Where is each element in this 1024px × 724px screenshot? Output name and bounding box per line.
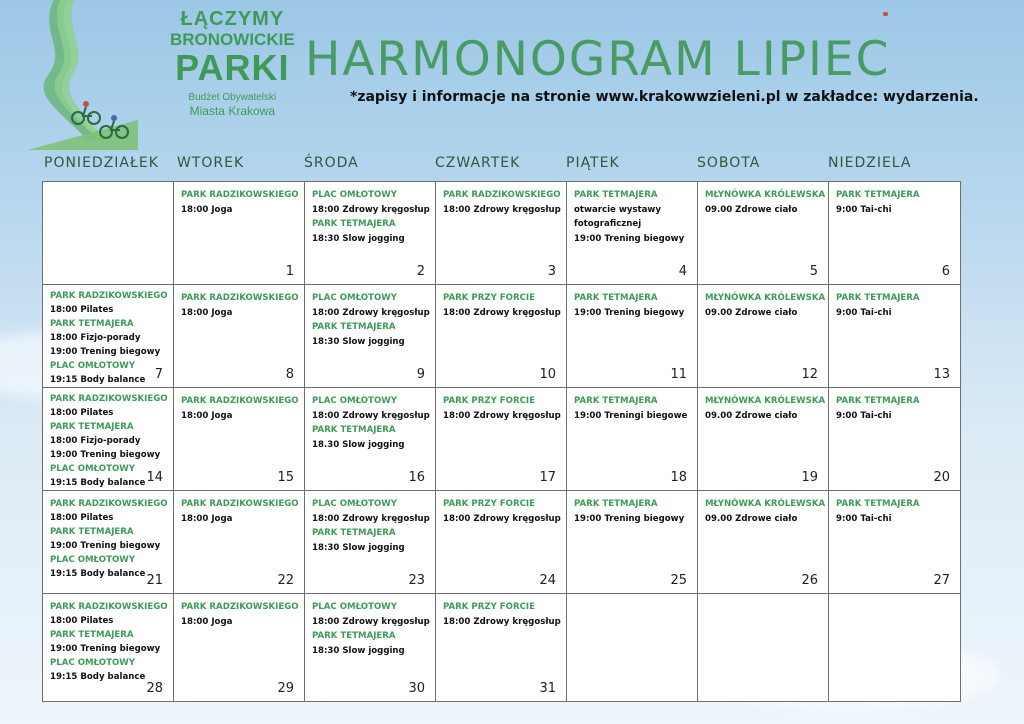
calendar-day-cell (829, 182, 961, 285)
event-item: 18:30 Slow jogging (312, 233, 405, 244)
page-title: HARMONOGRAM LIPIEC (305, 32, 891, 87)
event-item: 18:00 Fizjo-porady (50, 436, 141, 446)
weekday-header (42, 155, 960, 175)
event-item: 9:00 Tai-chi (836, 410, 892, 421)
park-location: PLAC OMŁOTOWY (50, 361, 135, 371)
day-number: 13 (933, 367, 950, 382)
event-item: 19:00 Trening biegowy (50, 541, 161, 551)
ribbon-cyclists-logo-icon (28, 0, 138, 150)
calendar-day-cell (436, 594, 567, 702)
event-item: 18:00 Zdrowy kręgosłup (443, 616, 561, 627)
park-location: PLAC OMŁOTOWY (50, 464, 135, 474)
park-location: PARK TETMAJERA (312, 528, 396, 538)
day-number: 11 (670, 367, 687, 382)
day-number: 25 (670, 573, 687, 588)
event-item: 18:00 Joga (181, 204, 233, 215)
event-item: 18:00 Joga (181, 616, 233, 627)
park-location: PARK TETMAJERA (574, 293, 658, 303)
park-location: MŁYNÓWKA KRÓLEWSKA (705, 499, 826, 509)
day-number: 2 (416, 264, 425, 279)
park-location: PARK TETMAJERA (836, 190, 920, 200)
event-item: 18:00 Zdrowy kręgosłup (443, 204, 561, 215)
calendar-body (43, 182, 961, 702)
park-location: PARK PRZY FORCIE (443, 499, 535, 509)
calendar-day-cell (174, 491, 305, 594)
day-wednesday: ŚRODA (304, 155, 359, 171)
calendar-day-cell (43, 285, 174, 388)
day-thursday: CZWARTEK (435, 155, 521, 171)
park-location: PARK TETMAJERA (574, 396, 658, 406)
park-location: PARK RADZIKOWSKIEGO (181, 396, 299, 406)
logo-text (170, 8, 295, 118)
day-number: 15 (277, 470, 294, 485)
park-location: PLAC OMŁOTOWY (312, 293, 397, 303)
calendar-week-row (43, 388, 961, 491)
event-item: 19:00 Trening biegowy (574, 513, 685, 524)
calendar-day-cell (829, 285, 961, 388)
park-location: PLAC OMŁOTOWY (312, 499, 397, 509)
calendar-day-cell (698, 182, 829, 285)
day-number: 12 (801, 367, 818, 382)
calendar-week-row (43, 182, 961, 285)
park-location: PARK RADZIKOWSKIEGO (181, 602, 299, 612)
event-item: 9:00 Tai-chi (836, 204, 892, 215)
park-location: PARK TETMAJERA (312, 219, 396, 229)
calendar-day-cell (567, 388, 698, 491)
calendar-day-cell (305, 594, 436, 702)
day-number: 27 (933, 573, 950, 588)
day-saturday: SOBOTA (697, 155, 761, 171)
event-item: 18:00 Joga (181, 307, 233, 318)
event-item: 18:30 Slow jogging (312, 542, 405, 553)
event-item: 18:00 Pilates (50, 513, 114, 523)
park-location: PARK RADZIKOWSKIEGO (50, 602, 168, 612)
event-item: 18:00 Zdrowy kręgosłup (312, 616, 430, 627)
event-item: 09.00 Zdrowe ciało (705, 410, 798, 421)
event-item: 19:00 Trening biegowy (50, 450, 161, 460)
calendar-day-cell (698, 388, 829, 491)
calendar-week-row (43, 285, 961, 388)
day-number: 31 (539, 681, 556, 696)
calendar-day-cell (174, 594, 305, 702)
event-item: 18:00 Zdrowy kręgosłup (443, 513, 561, 524)
park-location: MŁYNÓWKA KRÓLEWSKA (705, 396, 826, 406)
event-item: 18:30 Slow jogging (312, 336, 405, 347)
park-location: PARK TETMAJERA (574, 190, 658, 200)
day-number: 18 (670, 470, 687, 485)
park-location: PLAC OMŁOTOWY (312, 190, 397, 200)
event-item: 9:00 Tai-chi (836, 307, 892, 318)
event-item: 18:00 Pilates (50, 408, 114, 418)
day-tuesday: WTOREK (177, 155, 245, 171)
park-location: PARK RADZIKOWSKIEGO (50, 394, 168, 404)
day-number: 19 (801, 470, 818, 485)
calendar-day-cell (829, 388, 961, 491)
park-location: PARK TETMAJERA (836, 499, 920, 509)
day-number: 8 (285, 367, 294, 382)
day-number: 6 (941, 264, 950, 279)
calendar-day-cell (43, 388, 174, 491)
park-location: PARK RADZIKOWSKIEGO (443, 190, 561, 200)
park-location: PARK PRZY FORCIE (443, 602, 535, 612)
event-item: 18:00 Pilates (50, 616, 114, 626)
day-number: 23 (408, 573, 425, 588)
park-location: PARK TETMAJERA (836, 396, 920, 406)
calendar-day-cell (174, 388, 305, 491)
calendar-day-cell (436, 182, 567, 285)
calendar-day-cell (436, 491, 567, 594)
event-item: 9:00 Tai-chi (836, 513, 892, 524)
calendar-week-row (43, 594, 961, 702)
calendar-day-cell (829, 491, 961, 594)
calendar-day-cell (436, 285, 567, 388)
event-item: otwarcie wystawy (574, 204, 661, 215)
event-item: 19:15 Body balance (50, 375, 146, 385)
calendar-day-cell (567, 594, 698, 702)
event-item: 09.00 Zdrowe ciało (705, 513, 798, 524)
day-number: 30 (408, 681, 425, 696)
event-item: 19:15 Body balance (50, 569, 146, 579)
park-location: PARK PRZY FORCIE (443, 293, 535, 303)
event-item: 19:15 Body balance (50, 672, 146, 682)
park-location: PLAC OMŁOTOWY (50, 658, 135, 668)
event-item: 18:00 Pilates (50, 305, 114, 315)
event-item: 19:00 Trening biegowy (50, 644, 161, 654)
park-location: PLAC OMŁOTOWY (312, 602, 397, 612)
day-number: 26 (801, 573, 818, 588)
event-item: 18:00 Zdrowy kręgosłup (312, 410, 430, 421)
calendar-day-cell (829, 594, 961, 702)
calendar-day-cell (305, 388, 436, 491)
event-item: 18:00 Zdrowy kręgosłup (312, 307, 430, 318)
day-number: 16 (408, 470, 425, 485)
park-location: PARK PRZY FORCIE (443, 396, 535, 406)
calendar-day-cell (43, 182, 174, 285)
park-location: PARK TETMAJERA (50, 422, 134, 432)
event-item: 18:00 Zdrowy kręgosłup (443, 410, 561, 421)
logo-line-4: Budżet Obywatelski (188, 92, 277, 103)
logo-line-3: PARKI (175, 47, 290, 88)
day-friday: PIĄTEK (566, 155, 620, 171)
event-item: 18:00 Zdrowy kręgosłup (312, 513, 430, 524)
event-item: 18:00 Joga (181, 410, 233, 421)
calendar-day-cell (698, 594, 829, 702)
event-item: 18:00 Fizjo-porady (50, 333, 141, 343)
day-number: 24 (539, 573, 556, 588)
day-number: 22 (277, 573, 294, 588)
event-item: 19:15 Body balance (50, 478, 146, 488)
calendar-day-cell (305, 285, 436, 388)
event-item: 09.00 Zdrowe ciało (705, 204, 798, 215)
park-location: PARK RADZIKOWSKIEGO (181, 190, 299, 200)
day-number: 4 (678, 264, 687, 279)
park-location: PLAC OMŁOTOWY (50, 555, 135, 565)
calendar-day-cell (305, 182, 436, 285)
day-number: 5 (809, 264, 818, 279)
park-location: PLAC OMŁOTOWY (312, 396, 397, 406)
event-item: 18:00 Zdrowy kręgosłup (443, 307, 561, 318)
bird-decoration (883, 12, 888, 16)
park-location: PARK TETMAJERA (312, 425, 396, 435)
day-number: 7 (154, 367, 163, 382)
day-number: 14 (146, 470, 163, 485)
calendar-day-cell (698, 285, 829, 388)
park-location: PARK RADZIKOWSKIEGO (181, 499, 299, 509)
event-item: 18.30 Slow jogging (312, 439, 405, 450)
calendar-day-cell (43, 491, 174, 594)
day-number: 9 (416, 367, 425, 382)
park-location: MŁYNÓWKA KRÓLEWSKA (705, 190, 826, 200)
event-item: 18:00 Joga (181, 513, 233, 524)
park-location: PARK TETMAJERA (312, 631, 396, 641)
day-number: 28 (146, 681, 163, 696)
calendar-day-cell (43, 594, 174, 702)
calendar-day-cell (174, 182, 305, 285)
subtitle: *zapisy i informacje na stronie www.krakowwzieleni.pl w zakładce: wydarzenia. (350, 89, 979, 105)
day-number: 10 (539, 367, 556, 382)
park-location: PARK TETMAJERA (50, 527, 134, 537)
day-sunday: NIEDZIELA (828, 155, 912, 171)
day-number: 17 (539, 470, 556, 485)
event-item: 19:00 Trening biegowy (50, 347, 161, 357)
logo-line-5: Miasta Krakowa (189, 104, 276, 118)
calendar-day-cell (567, 182, 698, 285)
event-item: 19:00 Trening biegowy (574, 307, 685, 318)
event-item: 09.00 Zdrowe ciało (705, 307, 798, 318)
logo-line-1: ŁĄCZYMY (180, 8, 285, 30)
calendar-day-cell (305, 491, 436, 594)
park-location: PARK TETMAJERA (50, 630, 134, 640)
day-number: 21 (146, 573, 163, 588)
day-number: 1 (285, 264, 294, 279)
calendar-day-cell (698, 491, 829, 594)
park-location: PARK RADZIKOWSKIEGO (50, 291, 168, 301)
park-location: PARK TETMAJERA (312, 322, 396, 332)
day-number: 29 (277, 681, 294, 696)
park-location: MŁYNÓWKA KRÓLEWSKA (705, 293, 826, 303)
calendar-grid (42, 181, 961, 702)
day-number: 20 (933, 470, 950, 485)
calendar-day-cell (174, 285, 305, 388)
calendar-day-cell (567, 285, 698, 388)
event-item: fotograficznej (574, 219, 642, 229)
calendar-day-cell (567, 491, 698, 594)
park-location: PARK TETMAJERA (574, 499, 658, 509)
event-item: 19:00 Trening biegowy (574, 233, 685, 244)
calendar-week-row (43, 491, 961, 594)
park-location: PARK TETMAJERA (50, 319, 134, 329)
day-monday: PONIEDZIAŁEK (44, 155, 159, 171)
park-location: PARK RADZIKOWSKIEGO (50, 499, 168, 509)
park-location: PARK RADZIKOWSKIEGO (181, 293, 299, 303)
event-item: 19:00 Treningi biegowe (574, 410, 688, 421)
event-item: 18:30 Slow jogging (312, 645, 405, 656)
day-number: 3 (547, 264, 556, 279)
park-location: PARK TETMAJERA (836, 293, 920, 303)
logo-line-2: BRONOWICKIE (170, 30, 295, 49)
calendar-day-cell (436, 388, 567, 491)
event-item: 18:00 Zdrowy kręgosłup (312, 204, 430, 215)
